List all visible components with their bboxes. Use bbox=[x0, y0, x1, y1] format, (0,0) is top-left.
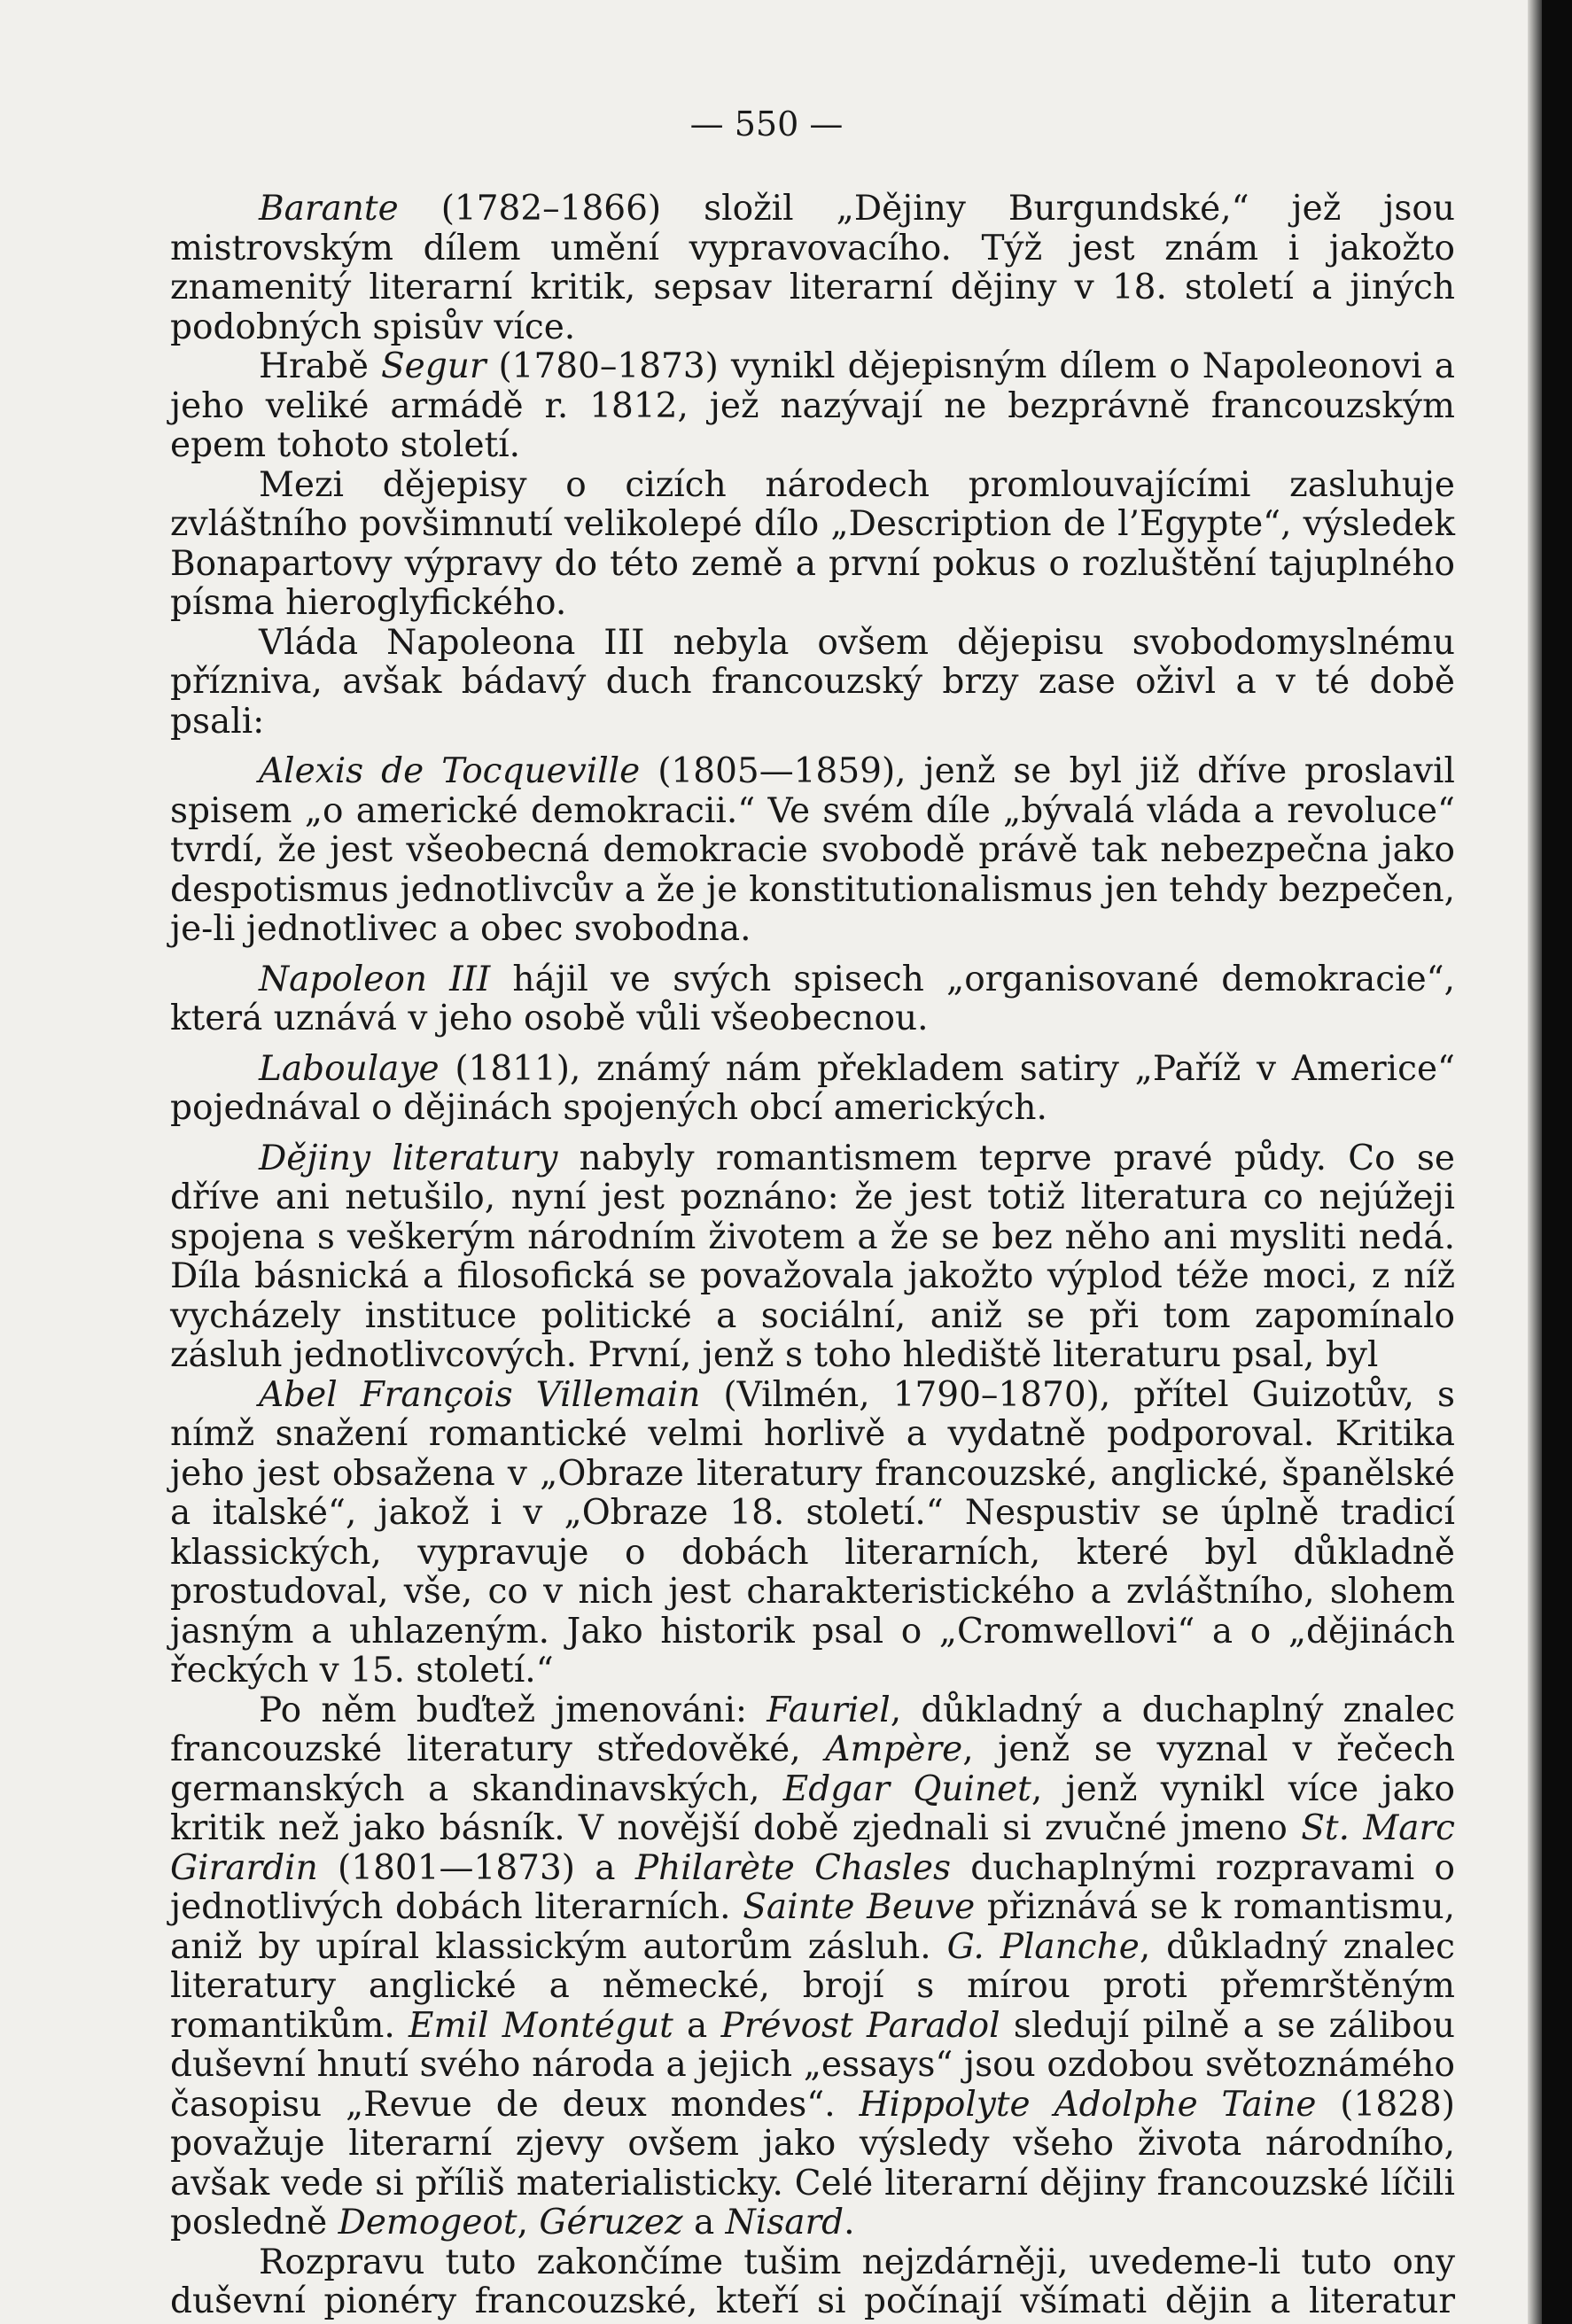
text-run: Rozpravu tuto zakončíme tušim nejzdárněji, uvedeme-li tuto ony duševní pionéry francouzské, kteří si počínají všímati dějin a literatur bbox=[170, 2242, 1455, 2321]
paragraph bbox=[170, 1139, 1455, 1376]
text-run: Hrabě bbox=[259, 346, 381, 386]
text-run: (1828) považuje literarní zjevy ovšem jako výsledy všeho života národního, avšak vede si příliš materialisticky. Celé literarní dějiny francouzské líčili posledně bbox=[170, 2084, 1455, 2242]
italic-name: Emil Montégut bbox=[409, 2005, 673, 2046]
italic-name: Philarète Chasles bbox=[634, 1847, 951, 1888]
text-run: přiznává se k romantismu, aniž by upíral klassickým autorům zásluh. bbox=[170, 1887, 1455, 1967]
text-run: , jenž vynikl více jako kritik než jako básník. V novější době zjednali si zvučné jmeno bbox=[170, 1768, 1455, 1848]
body-text bbox=[170, 190, 1455, 2322]
paragraph bbox=[170, 752, 1455, 950]
italic-name: Géruzez bbox=[539, 2203, 683, 2242]
paragraph bbox=[170, 466, 1455, 624]
italic-name: Ampère bbox=[825, 1729, 963, 1769]
text-run: (1811), známý nám překladem satiry „Paříž v Americe“ pojednával o dějinách spojených obcí amerických. bbox=[170, 1048, 1455, 1128]
text-run: Po něm buďtež jmenováni: bbox=[259, 1690, 767, 1730]
paragraph bbox=[170, 960, 1455, 1039]
italic-name: Prévost Paradol bbox=[720, 2005, 1000, 2046]
italic-name: Napoleon III bbox=[259, 959, 491, 999]
text-run: sledují pilně a se zálibou duševní hnutí svého národa a jejich „essays“ jsou ozdobou světoznámého časopisu „Revue de deux mondes“. bbox=[170, 2005, 1455, 2125]
text-run: , bbox=[517, 2203, 540, 2242]
paragraph bbox=[170, 2243, 1455, 2322]
italic-name: Hippolyte Adolphe Taine bbox=[859, 2084, 1317, 2125]
text-run: Mezi dějepisy o cizích národech promlouvajícími zasluhuje zvláštního povšimnutí velikolepé dílo „Description de l’Egypte“, výsledek Bonapartovy výpravy do této země a první pokus o rozluštění tajuplného písma hieroglyfického. bbox=[170, 464, 1455, 623]
italic-name: Sainte Beuve bbox=[743, 1887, 976, 1927]
text-run: (1805—1859), jenž se byl již dříve proslavil spisem „o americké demokracii.“ Ve svém díle „bývalá vláda a revoluce“ tvrdí, že jest všeobecná demokracie svobodě právě tak nebezpečna jako despotismus jednotlivcův a že je konstitutionalismus jen tehdy bezpečen, je-li jednotlivec a obec svobodna. bbox=[170, 751, 1455, 949]
italic-name: Edgar Quinet bbox=[782, 1768, 1031, 1809]
italic-name: Abel François Villemain bbox=[259, 1374, 701, 1415]
text-run: (1782–1866) složil „Dějiny Burgundské,“ jež jsou mistrovským dílem umění vypravovacího. Týž jest znám i jakožto znamenitý literarní kritik, sepsav literarní dějiny v 18. století a jiných podobných spisův více. bbox=[170, 189, 1455, 347]
text-run: Vláda Napoleona III nebyla ovšem dějepisu svobodomyslnému příznivа, avšak bádavý duch francouzský brzy zase oživl a v té době psali: bbox=[170, 622, 1455, 742]
italic-name: St. Marc Girardin bbox=[170, 1808, 1455, 1888]
paragraph bbox=[170, 1691, 1455, 2243]
paragraph bbox=[170, 624, 1455, 742]
paragraph bbox=[170, 347, 1455, 466]
text-run: duchaplnými rozpravami o jednotlivých dobách literarních. bbox=[170, 1847, 1455, 1927]
text-run: . bbox=[844, 2203, 855, 2242]
italic-name: Fauriel bbox=[767, 1690, 891, 1730]
text-run: a bbox=[673, 2005, 721, 2046]
italic-name: Barante bbox=[259, 189, 399, 229]
italic-name: Laboulaye bbox=[259, 1048, 440, 1089]
page-number: — 550 — bbox=[689, 105, 844, 144]
italic-name: Alexis de Tocqueville bbox=[259, 751, 641, 791]
italic-name: Demogeot bbox=[338, 2203, 518, 2242]
text-run: , důkladný a duchaplný znalec francouzské literatury středověké, bbox=[170, 1690, 1455, 1769]
text-run: (1801—1873) a bbox=[317, 1847, 635, 1888]
text-run: nabyly romantismem teprve pravé půdy. Co se dříve ani netušilo, nyní jest poznáno: že jest totiž literatura co nejúžeji spojena s veškerým národním životem a že se bez něho ani mysliti nedá. Díla básnická a filosofická se považovala jakožto výplod téže moci, z níž vycházely instituce politické a sociální, aniž se při tom zapomínalo zásluh jednotlivcových. První, jenž s toho hlediště literaturu psal, byl bbox=[170, 1138, 1455, 1375]
paragraph bbox=[170, 1050, 1455, 1129]
italic-name: Nisard bbox=[725, 2203, 844, 2242]
text-run: (1780–1873) vynikl dějepisným dílem o Napoleonovi a jeho veliké armádě r. 1812, jež nazývají ne bezprávně francouzským epem tohoto století. bbox=[170, 346, 1455, 465]
paragraph bbox=[170, 190, 1455, 347]
italic-name: Segur bbox=[380, 346, 486, 386]
italic-name: Dějiny literatury bbox=[259, 1138, 558, 1178]
text-run: (Vilmén, 1790–1870), přítel Guizotův, s nímž snažení romantické velmi horlivě a vydatně podporoval. Kritika jeho jest obsažena v „Obraze literatury francouzské, anglické, španělské a italské“, jakož i v „Obraze 18. století.“ Nespustiv se úplně tradicí klassických, vypravuje o dobách literarních, které byl důkladně prostudoval, vše, co v nich jest charakteristického a zvláštního, slohem jasným a uhlazeným. Jako historik psal o „Cromwellovi“ a o „dějinách řeckých v 15. století.“ bbox=[170, 1374, 1455, 1691]
italic-name: G. Planche bbox=[946, 1926, 1140, 1967]
text-run: a bbox=[682, 2203, 726, 2242]
text-run: , jenž se vyznal v řečech germanských a skandinavských, bbox=[170, 1729, 1455, 1809]
text-run: hájil ve svých spisech „organisované demokracie“, která uznává v jeho osobě vůli všeobecnou. bbox=[170, 959, 1455, 1038]
text-run: , důkladný znalec literatury anglické a německé, brojí s mírou proti přemrštěným romantikům. bbox=[170, 1926, 1456, 2046]
paragraph bbox=[170, 1376, 1455, 1691]
